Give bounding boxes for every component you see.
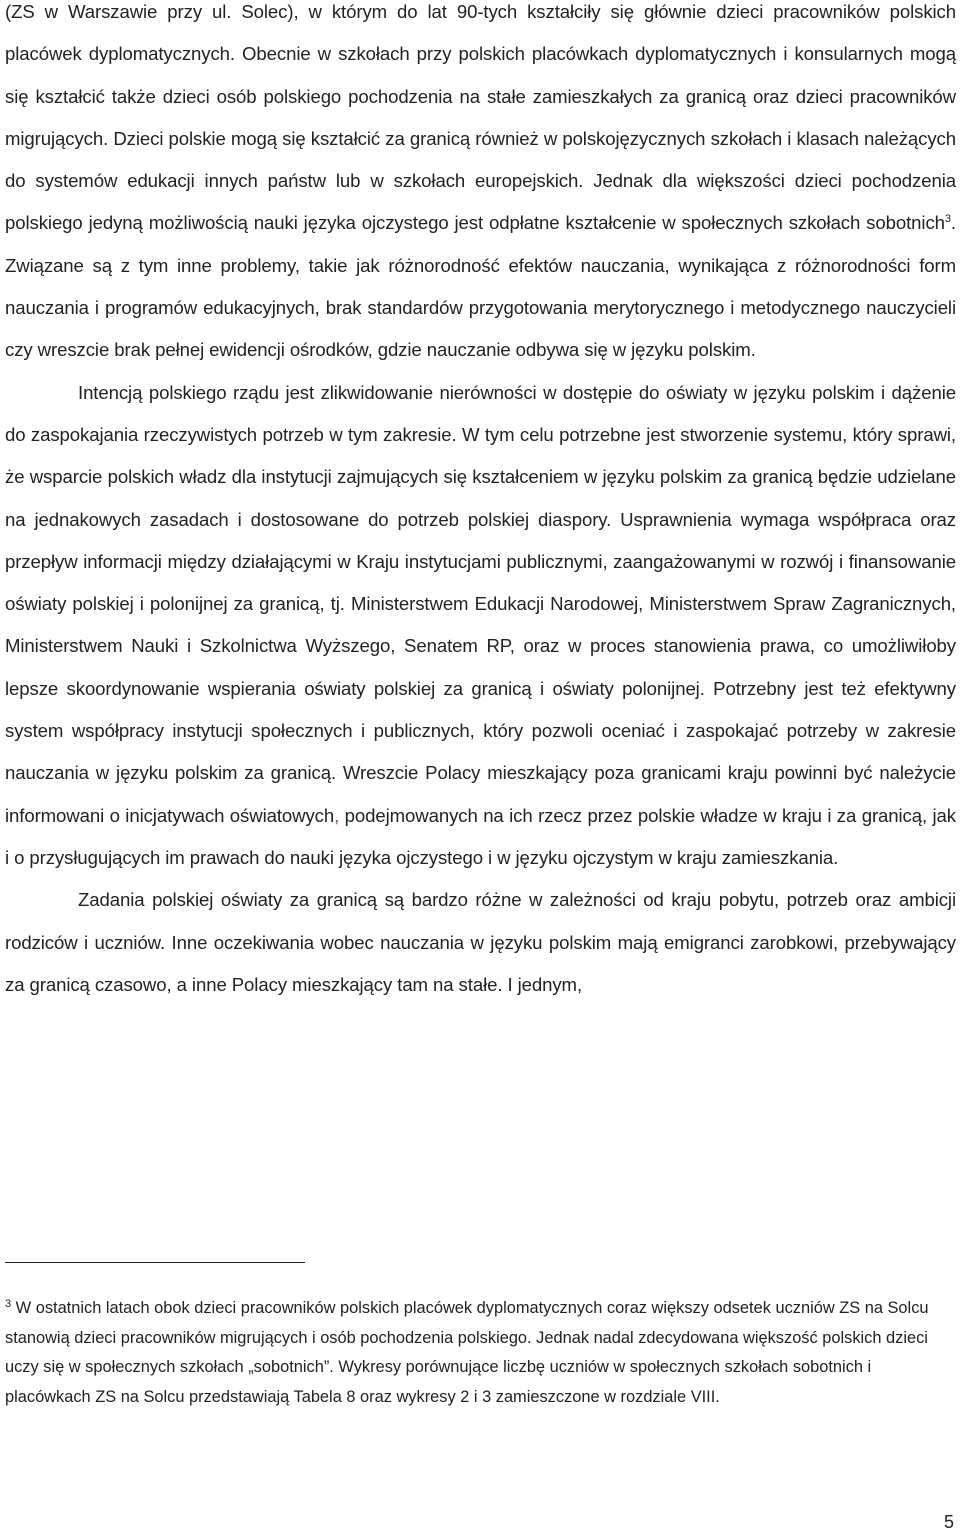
document-page [5, 0, 956, 1006]
footnote-reference[interactable]: 3 [944, 213, 951, 226]
paragraph-3 [5, 879, 956, 1006]
paragraph-1 [5, 0, 956, 372]
footnote-text: W ostatnich latach obok dzieci pracowników polskich placówek dyplomatycznych coraz większy odsetek uczniów ZS na Solcu stanowią dzieci pracowników migrujących i osób pochodzenia polskiego. Jednak nadal zdecydowana większość polskich dzieci uczy się w społecznych szkołach „sobotnich”. Wykresy porównujące liczbę uczniów w społecznych szkołach sobotnich i placówkach ZS na Solcu przedstawiają Tabela 8 oraz wykresy 2 i 3 zamieszczone w rozdziale VIII. [5, 1299, 929, 1406]
footnote-separator [5, 1262, 305, 1263]
paragraph-1-text: (ZS w Warszawie przy ul. Solec), w którym do lat 90-tych kształciły się głównie dzieci pracowników polskich placówek dyplomatycznych. Obecnie w szkołach przy polskich placówkach dyplomatycznych i konsularnych mogą się kształcić także dzieci osób polskiego pochodzenia na stałe zamieszkałych za granicą oraz dzieci pracowników migrujących. Dzieci polskie mogą się kształcić za granicą również w polskojęzycznych szkołach i klasach należących do systemów edukacji innych państw lub w szkołach europejskich. Jednak dla większości dzieci pochodzenia polskiego jedyną możliwością nauki języka ojczystego jest odpłatne kształcenie w społecznych szkołach sobotnich [5, 1, 956, 234]
highlighted-comma: , [334, 804, 340, 826]
paragraph-2-text: Intencją polskiego rządu jest zlikwidowanie nierówności w dostępie do oświaty w języku polskim i dążenie do zaspokajania rzeczywistych potrzeb w tym zakresie. W tym celu potrzebne jest stworzenie systemu, który sprawi, że wsparcie polskich władz dla instytucji zajmujących się kształceniem w języku polskim za granicą będzie udzielane na jednakowych zasadach i dostosowane do potrzeb polskiej diaspory. Usprawnienia wymaga współpraca oraz przepływ informacji między działającymi w Kraju instytucjami publicznymi, zaangażowanymi w rozwój i finansowanie oświaty polskiej i polonijnej za granicą, tj. Ministerstwem Edukacji Narodowej, Ministerstwem Spraw Zagranicznych, Ministerstwem Nauki i Szkolnictwa Wyższego, Senatem RP, oraz w proces stanowienia prawa, co umożliwiłoby lepsze skoordynowanie wspierania oświaty polskiej za granicą i oświaty polonijnej. Potrzebny jest też efektywny system współpracy instytucji społecznych i publicznych, który pozwoli oceniać i zaspokajać potrzeby w zakresie nauczania w języku polskim za granicą. Wreszcie Polacy mieszkający poza granicami kraju powinni być należycie informowani o inicjatywach oświatowych [5, 381, 956, 826]
footnote-marker: 3 [5, 1298, 12, 1310]
footnote-3 [5, 1294, 956, 1412]
paragraph-2-text-cont: podejmowanych na ich rzecz przez polskie władze w kraju i za granicą, jak i o przysługujących im prawach do nauki języka ojczystego i w języku ojczystym w kraju zamieszkania. [5, 804, 956, 868]
page-number: 5 [943, 1512, 954, 1532]
paragraph-3-text: Zadania polskiej oświaty za granicą są bardzo różne w zależności od kraju pobytu, potrzeb oraz ambicji rodziców i uczniów. Inne oczekiwania wobec nauczania w języku polskim mają emigranci zarobkowi, przebywający za granicą czasowo, a inne Polacy mieszkający tam na stałe. I jednym, [5, 889, 956, 995]
paragraph-2 [5, 372, 956, 880]
paragraph-1-text-cont: . Związane są z tym inne problemy, takie jak różnorodność efektów nauczania, wynikająca z różnorodności form nauczania i programów edukacyjnych, brak standardów przygotowania merytorycznego i metodycznego nauczycieli czy wreszcie brak pełnej ewidencji ośrodków, gdzie nauczanie odbywa się w języku polskim. [5, 212, 956, 361]
